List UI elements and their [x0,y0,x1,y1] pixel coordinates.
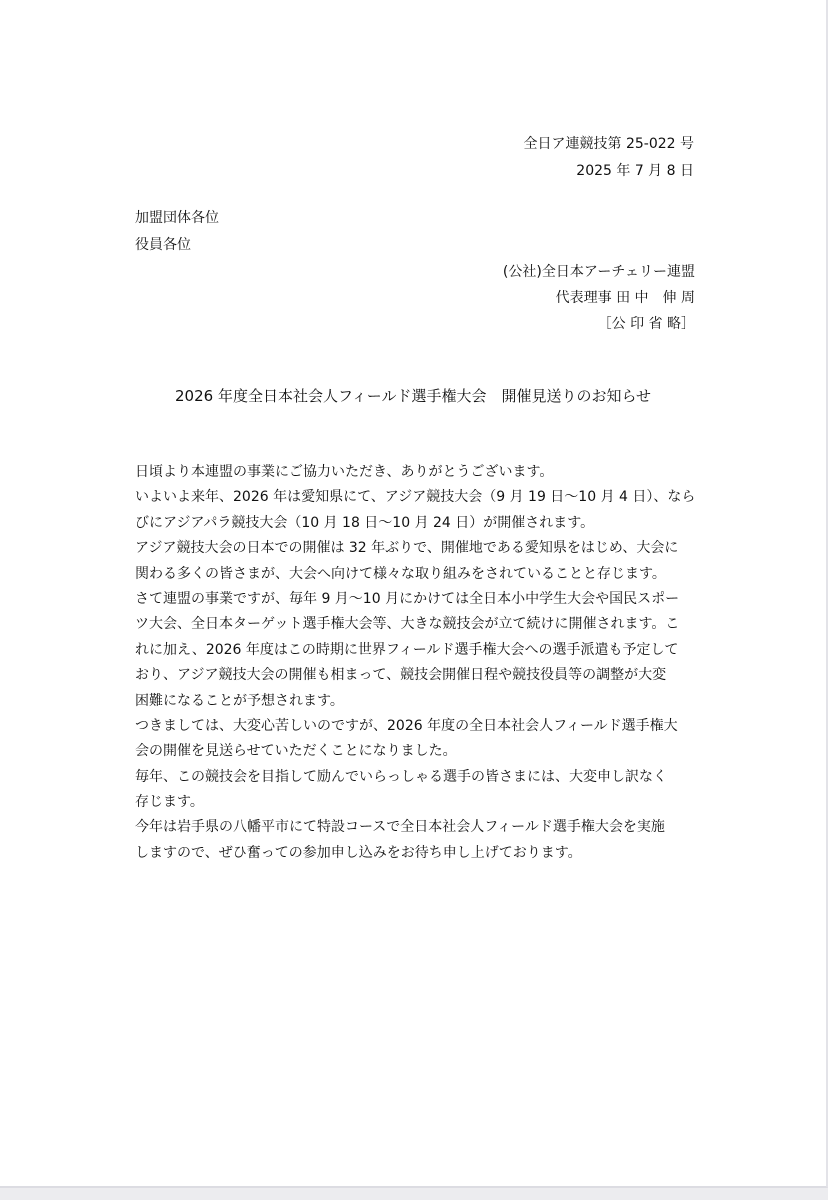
body-line: 会の開催を見送らせていただくことになりました。 [135,743,457,760]
body-line: おり、アジア競技大会の開催も相まって、競技会開催日程や競技役員等の調整が大変 [135,667,667,684]
document-date: 2025 年 7 月 8 日 [576,163,694,179]
document-body [135,460,695,866]
body-line: びにアジアパラ競技大会（10 月 18 日〜10 月 24 日）が開催されます。 [135,514,595,531]
sender-representative: 代表理事 田 中 伸 周 [555,290,695,306]
body-line: さて連盟の事業ですが、毎年 9 月〜10 月にかけては全日本小中学生大会や国民スポー [135,590,680,607]
sender-organization: (公社)全日本アーチェリー連盟 [502,264,695,280]
body-line: れに加え、2026 年度はこの時期に世界フィールド選手権大会への選手派遣も予定して [135,641,679,658]
body-line: 日頃より本連盟の事業にご協力いただき、ありがとうございます。 [135,464,554,480]
seal-omitted-note: ［公 印 省 略］ [597,316,695,332]
body-line: ツ大会、全日本ターゲット選手権大会等、大きな競技会が立て続けに開催されます。こ [135,616,680,633]
document-title: 2026 年度全日本社会人フィールド選手権大会 開催見送りのお知らせ [175,387,651,405]
body-line: つきましては、大変心苦しいのですが、2026 年度の全日本社会人フィールド選手権大 [135,717,678,734]
body-line: 毎年、この競技会を目指して励んでいらっしゃる選手の皆さまには、大変申し訳なく [135,768,667,785]
body-line: 存じます。 [135,794,204,811]
body-line: いよいよ来年、2026 年は愛知県にて、アジア競技大会（9 月 19 日〜10 月 4 日）、なら [135,489,696,506]
document-number: 全日ア連競技第 25-022 号 [523,136,694,152]
recipient-officers: 役員各位 [135,237,191,253]
body-line: 関わる多くの皆さまが、大会へ向けて様々な取り組みをされていることと存じます。 [135,565,666,582]
body-line: 困難になることが予想されます。 [135,692,344,709]
body-line: アジア競技大会の日本での開催は 32 年ぶりで、開催地である愛知県をはじめ、大会に [135,540,679,557]
body-line: 今年は岩手県の八幡平市にて特設コースで全日本社会人フィールド選手権大会を実施 [135,819,665,836]
body-line: しますので、ぜひ奮っての参加申し込みをお待ち申し上げております。 [135,844,582,861]
recipient-member-organizations: 加盟団体各位 [135,210,219,226]
